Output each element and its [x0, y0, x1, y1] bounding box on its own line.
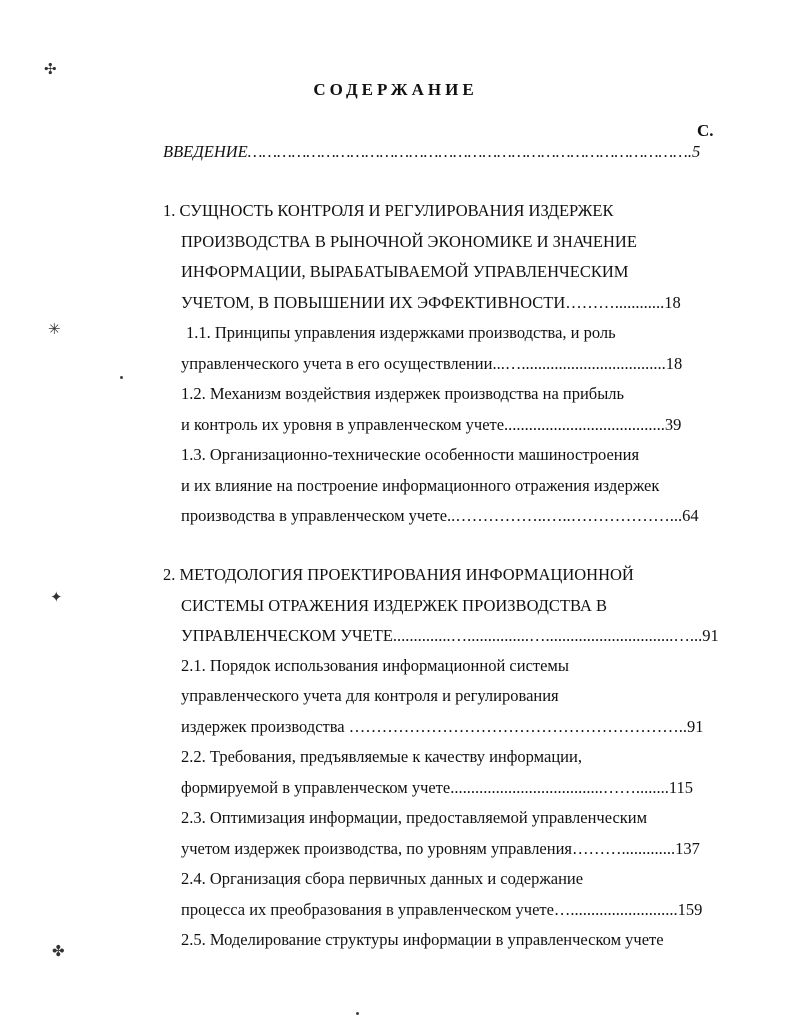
- scan-mark-icon: ✣: [44, 62, 57, 78]
- toc-section-1-1-line-2: управленческого учета в его осуществлении...…...................................18: [181, 354, 683, 373]
- scan-speck: [356, 1012, 359, 1015]
- scan-mark-icon: ✤: [52, 944, 65, 960]
- toc-section-2-5-line-1: 2.5. Моделирование структуры информации в управленческом учете: [181, 930, 664, 949]
- toc-section-2-3-line-1: 2.3. Оптимизация информации, предоставляемой управленческим: [181, 808, 648, 827]
- toc-chapter-1-line-2: ПРОИЗВОДСТВА В РЫНОЧНОЙ ЭКОНОМИКЕ И ЗНАЧЕНИЕ: [181, 232, 637, 251]
- scan-mark-icon: ✦: [50, 590, 63, 606]
- toc-section-2-3-line-2: учетом издержек производства, по уровням управления……….............137: [181, 839, 700, 858]
- toc-section-1-3-line-1: 1.3. Организационно-технические особенности машиностроения: [181, 445, 640, 464]
- page-column-label: С.: [697, 121, 714, 140]
- toc-chapter-2-line-1: 2. МЕТОДОЛОГИЯ ПРОЕКТИРОВАНИЯ ИНФОРМАЦИОННОЙ: [163, 565, 634, 584]
- toc-chapter-2-line-3: УПРАВЛЕНЧЕСКОМ УЧЕТЕ..............…...............…...............................…...91: [181, 626, 719, 645]
- toc-section-2-2-line-2: формируемой в управленческом учете.....................................……........115: [181, 778, 693, 797]
- toc-chapter-1-line-1: 1. СУЩНОСТЬ КОНТРОЛЯ И РЕГУЛИРОВАНИЯ ИЗДЕРЖЕК: [163, 201, 614, 220]
- scan-mark-icon: ✳: [48, 322, 61, 338]
- toc-section-1-1-line-1: 1.1. Принципы управления издержками производства, и роль: [186, 323, 616, 342]
- toc-section-2-1-line-3: издержек производства ……………………………………………………..91: [181, 717, 704, 736]
- toc-entry-introduction: ВВЕДЕНИЕ……………………………………………………………………………….5: [163, 142, 701, 161]
- toc-chapter-1-line-3: ИНФОРМАЦИИ, ВЫРАБАТЫВАЕМОЙ УПРАВЛЕНЧЕСКИМ: [181, 262, 629, 281]
- scan-speck: [120, 376, 123, 379]
- page-title: СОДЕРЖАНИЕ: [313, 80, 478, 99]
- toc-section-2-4-line-1: 2.4. Организация сбора первичных данных и содержание: [181, 869, 584, 888]
- toc-section-2-1-line-2: управленческого учета для контроля и регулирования: [181, 686, 559, 705]
- toc-section-1-3-line-2: и их влияние на построение информационного отражения издержек: [181, 476, 660, 495]
- toc-section-2-2-line-1: 2.2. Требования, предъявляемые к качеству информации,: [181, 747, 582, 766]
- toc-section-2-1-line-1: 2.1. Порядок использования информационной системы: [181, 656, 569, 675]
- toc-section-2-4-line-2: процесса их преобразования в управленческом учете…..........................159: [181, 900, 703, 919]
- toc-chapter-1-line-4: УЧЕТОМ, В ПОВЫШЕНИИ ИХ ЭФФЕКТИВНОСТИ………............18: [181, 293, 681, 312]
- toc-section-1-3-line-3: производства в управленческом учете..……………..…..………………...64: [181, 506, 699, 525]
- toc-chapter-2-line-2: СИСТЕМЫ ОТРАЖЕНИЯ ИЗДЕРЖЕК ПРОИЗВОДСТВА В: [181, 596, 608, 615]
- toc-section-1-2-line-2: и контроль их уровня в управленческом учете.......................................39: [181, 415, 682, 434]
- toc-section-1-2-line-1: 1.2. Механизм воздействия издержек производства на прибыль: [181, 384, 625, 403]
